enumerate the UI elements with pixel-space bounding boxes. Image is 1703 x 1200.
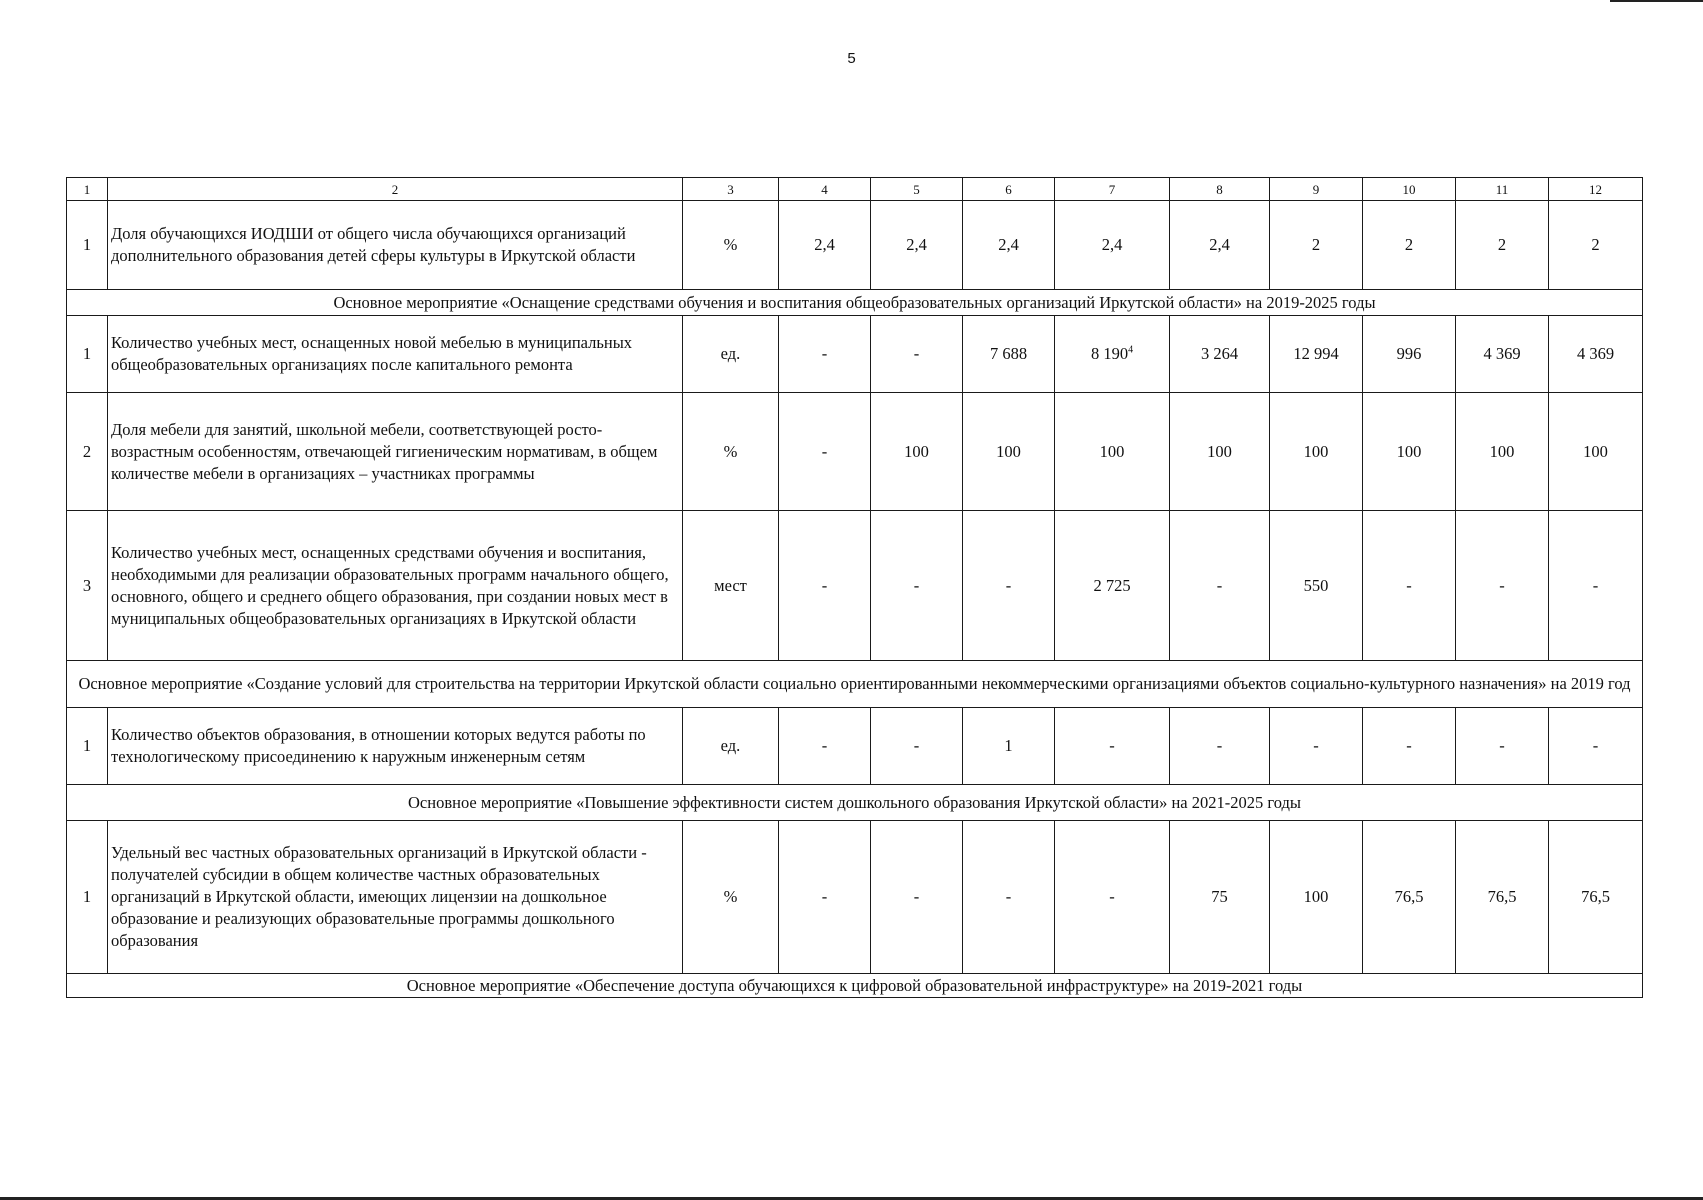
value-cell: 100 — [871, 393, 963, 511]
column-header: 4 — [779, 178, 871, 201]
value-cell: - — [1456, 511, 1549, 661]
indicator-name: Количество учебных мест, оснащенных новой мебелью в муниципальных общеобразовательных организациях после капитального ремонта — [108, 316, 683, 393]
value-cell: - — [1363, 511, 1456, 661]
unit: ед. — [683, 708, 779, 785]
row-number: 1 — [67, 708, 108, 785]
value-cell: - — [779, 393, 871, 511]
value-cell: 100 — [1170, 393, 1270, 511]
value-cell: 100 — [963, 393, 1055, 511]
unit: мест — [683, 511, 779, 661]
value-cell: 100 — [1270, 821, 1363, 974]
row-number: 1 — [67, 821, 108, 974]
indicator-name: Количество объектов образования, в отношении которых ведутся работы по технологическому присоединению к наружным инженерным сетям — [108, 708, 683, 785]
value-cell: - — [963, 821, 1055, 974]
value-cell: - — [779, 821, 871, 974]
row-number: 3 — [67, 511, 108, 661]
value-cell: - — [963, 511, 1055, 661]
value-cell: 76,5 — [1363, 821, 1456, 974]
value-cell: - — [1549, 708, 1643, 785]
value-cell: - — [871, 821, 963, 974]
value-cell: 1 — [963, 708, 1055, 785]
row-number: 2 — [67, 393, 108, 511]
value-cell: - — [1055, 821, 1170, 974]
column-header: 5 — [871, 178, 963, 201]
indicator-row — [67, 393, 1643, 511]
row-number: 1 — [67, 316, 108, 393]
section-header-row — [67, 661, 1643, 708]
value-cell: 100 — [1456, 393, 1549, 511]
column-header: 3 — [683, 178, 779, 201]
column-header: 8 — [1170, 178, 1270, 201]
value-cell: - — [871, 511, 963, 661]
unit: % — [683, 393, 779, 511]
section-header-row — [67, 785, 1643, 821]
value-cell: 76,5 — [1456, 821, 1549, 974]
section-title: Основное мероприятие «Создание условий для строительства на территории Иркутской области социально ориентированными некоммерческими организациями объектов социально-культурного назначения» на 2019 год — [67, 661, 1643, 708]
row-number: 1 — [67, 201, 108, 290]
indicator-name: Количество учебных мест, оснащенных средствами обучения и воспитания, необходимыми для реализации образовательных программ начального общего, основного, общего и среднего общего образования, при создании новых мест в муниципальных общеобразовательных организациях в Иркутской области — [108, 511, 683, 661]
indicator-name: Удельный вес частных образовательных организаций в Иркутской области - получателей субсидии в общем количестве частных образовательных организаций в Иркутской области, имеющих лицензии на дошкольное образование и реализующих образовательные программы дошкольного образования — [108, 821, 683, 974]
indicator-row — [67, 316, 1643, 393]
value-cell: 3 264 — [1170, 316, 1270, 393]
value-cell: 4 369 — [1549, 316, 1643, 393]
indicator-row — [67, 201, 1643, 290]
indicators-table — [66, 177, 1643, 998]
indicator-row — [67, 708, 1643, 785]
indicator-row — [67, 511, 1643, 661]
value-cell: 2 — [1456, 201, 1549, 290]
footnote-mark: 4 — [1128, 344, 1134, 356]
value-cell: - — [1270, 708, 1363, 785]
value-cell: - — [1549, 511, 1643, 661]
column-header: 7 — [1055, 178, 1170, 201]
section-title: Основное мероприятие «Оснащение средствами обучения и воспитания общеобразовательных организаций Иркутской области» на 2019-2025 годы — [67, 290, 1643, 316]
unit: ед. — [683, 316, 779, 393]
value-cell: 12 994 — [1270, 316, 1363, 393]
value-cell: 75 — [1170, 821, 1270, 974]
column-header: 1 — [67, 178, 108, 201]
value-cell: 996 — [1363, 316, 1456, 393]
value-cell: 2,4 — [963, 201, 1055, 290]
value-cell: - — [1170, 708, 1270, 785]
value-cell: 2,4 — [1170, 201, 1270, 290]
value-cell: - — [1170, 511, 1270, 661]
value-cell: 100 — [1363, 393, 1456, 511]
value-cell: - — [871, 708, 963, 785]
value-cell: 2,4 — [1055, 201, 1170, 290]
value-cell: - — [1363, 708, 1456, 785]
value-cell: - — [871, 316, 963, 393]
value-cell: 4 369 — [1456, 316, 1549, 393]
value-cell: 2 — [1363, 201, 1456, 290]
section-title: Основное мероприятие «Обеспечение доступа обучающихся к цифровой образовательной инфраструктуре» на 2019-2021 годы — [67, 974, 1643, 998]
value-cell: 2 725 — [1055, 511, 1170, 661]
column-header: 6 — [963, 178, 1055, 201]
value-cell: 100 — [1055, 393, 1170, 511]
value-cell: 2 — [1270, 201, 1363, 290]
value-cell: - — [1456, 708, 1549, 785]
section-header-row — [67, 974, 1643, 998]
value-cell: 550 — [1270, 511, 1363, 661]
page-number: 5 — [847, 50, 856, 67]
value-cell: - — [779, 316, 871, 393]
column-header: 12 — [1549, 178, 1643, 201]
value-cell: 100 — [1549, 393, 1643, 511]
column-header: 9 — [1270, 178, 1363, 201]
indicator-name: Доля обучающихся ИОДШИ от общего числа обучающихся организаций дополнительного образования детей сферы культуры в Иркутской области — [108, 201, 683, 290]
unit: % — [683, 201, 779, 290]
indicator-row — [67, 821, 1643, 974]
value-cell: - — [779, 708, 871, 785]
value-cell: 7 688 — [963, 316, 1055, 393]
value-cell: - — [779, 511, 871, 661]
section-header-row — [67, 290, 1643, 316]
value-cell: - — [1055, 708, 1170, 785]
value-cell: 2,4 — [779, 201, 871, 290]
section-title: Основное мероприятие «Повышение эффективности систем дошкольного образования Иркутской области» на 2021-2025 годы — [67, 785, 1643, 821]
column-header: 11 — [1456, 178, 1549, 201]
unit: % — [683, 821, 779, 974]
scan-corner-line — [1610, 0, 1703, 2]
value-cell: 100 — [1270, 393, 1363, 511]
value-cell: 2,4 — [871, 201, 963, 290]
column-header: 2 — [108, 178, 683, 201]
value-cell: 2 — [1549, 201, 1643, 290]
column-number-row — [67, 178, 1643, 201]
value-cell — [1055, 316, 1170, 393]
column-header: 10 — [1363, 178, 1456, 201]
value-cell: 76,5 — [1549, 821, 1643, 974]
indicator-name: Доля мебели для занятий, школьной мебели, соответствующей росто-возрастным особенностям, отвечающей гигиеническим нормативам, в общем количестве мебели в организациях – участниках программы — [108, 393, 683, 511]
value-text: 8 190 — [1090, 344, 1129, 363]
